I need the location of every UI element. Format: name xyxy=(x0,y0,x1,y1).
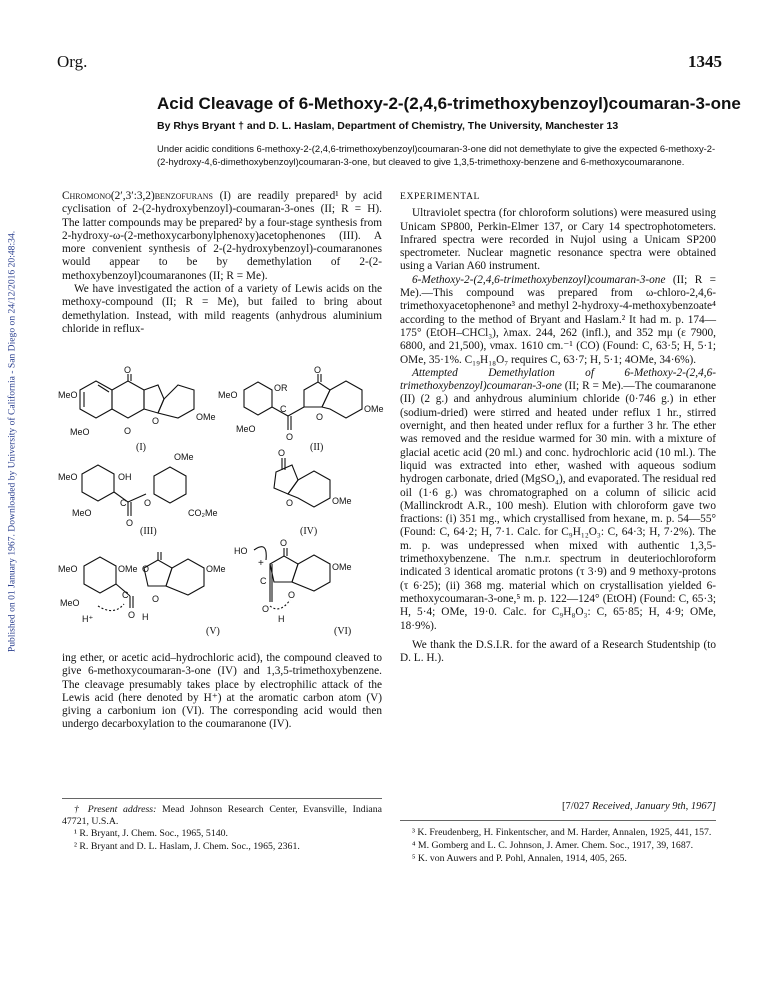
synthesis-paragraph: (II; R = Me).—This compound was prepared from ω-chloro-2,4,6-trimethoxyacetophenone³ and methyl 2-hydroxy-4-methoxybenzoate⁴ according to the method of Bryant and Haslam.² It had m. p. 174—175° (EtOH–CHCl₃), λmax. 244, 262 (infl.), and 352 mμ (ε 7900, 6800, and 21,500), νmax. 1610 cm.⁻¹ (CO) (Found: C, 63·5; H, 5·1; OMe, 35·1%. C₁₉H₁₈O₇ requires C, 63·7; H, 5·1; 4OMe, 34·6%). xyxy=(400,273,716,366)
footnote-1: R. Bryant, J. Chem. Soc., 1965, 5140. xyxy=(79,828,228,840)
V-meo-1: MeO xyxy=(58,564,78,574)
demethylation-paragraph: (II; R = Me).—The coumaranone (II) (2 g.) and anhydrous aluminium chloride (0·746 g.) in ether (sodium-dried) were stirred and heated under reflux 1 hr., stirred overnight, and then heated under reflux for a further 3 hr. The ether was removed and the residue warmed for 30 min. with a mixture of glacial acetic acid (20 ml.) and conc. hydrochloric acid (10 ml.). The liquid was extracted into ether, washed with aqueous sodium hydrogen carbonate, dried (MgSO₄), and evaporated. The residual red oil (1·6 g.) was chromatographed on a column of silicic acid (Mallinckrodt A.R., 100 mesh). Elution with chloroform gave two fractions: (i) 351 mg., which crystallised from hexane, m. p. 54—55° (Found: C, 64·2; H, 7·1. Calc. for C₉H₁₂O₃: C, 64·3; H, 7·2%). The m. p. was undepressed when mixed with authentic 1,3,5-trimethoxybenzene. The n.m.r. spectrum in deuteriochloroform indicated 3 identical aromatic protons (τ 3·9) and 9 methoxy-protons (τ 6·25); (ii) 368 mg. material which on crystallisation yielded 6-methoxycoumaran-3-one,⁵ m. p. 122—124° (EtOH) (Found: C, 65·3; H, 5·4; OMe, 19·0. Calc. for C₉H₈O₃: C, 65·85; H, 4·9; OMe, 18·9%). xyxy=(400,380,716,632)
article-title: Acid Cleavage of 6-Methoxy-2-(2,4,6-trimethoxybenzoyl)coumaran-3-one xyxy=(157,94,741,113)
V-o-2: O xyxy=(152,594,160,604)
I-label: (I) xyxy=(136,442,146,453)
footnote-1-mark: ¹ xyxy=(74,828,77,840)
footnotes-right xyxy=(400,827,716,867)
I-meo-1: MeO xyxy=(58,390,78,400)
synthesis-subheading: 6-Methoxy-2-(2,4,6-trimethoxybenzoyl)coumaran-3-one xyxy=(412,273,666,286)
I-meo-2: MeO xyxy=(70,427,90,437)
IV-o-2: O xyxy=(286,498,294,508)
structure-diagrams xyxy=(58,365,390,650)
structure-VI xyxy=(234,538,352,637)
V-h: H xyxy=(142,612,149,622)
III-c: C xyxy=(120,498,127,508)
VI-o-1: O xyxy=(280,538,288,548)
footnote-rule-left xyxy=(62,798,382,799)
footnotes-left xyxy=(62,804,382,853)
I-ome: OMe xyxy=(196,412,216,422)
received-line xyxy=(400,801,716,812)
VI-h: H xyxy=(278,614,285,624)
V-ome-1: OMe xyxy=(118,564,138,574)
footnote-3: ³ K. Freudenberg, H. Finkentscher, and M. Harder, Annalen, 1925, 441, 157. xyxy=(412,827,712,838)
footnote-4: ⁴ M. Gomberg and L. C. Johnson, J. Amer. Chem. Soc., 1917, 39, 1687. xyxy=(412,840,694,852)
II-meo-2: MeO xyxy=(236,424,256,434)
V-h-plus: H⁺ xyxy=(82,614,94,624)
V-o-3: O xyxy=(128,610,136,620)
VI-ome: OMe xyxy=(332,562,352,572)
acknowledgement: We thank the D.S.I.R. for the award of a Research Studentship (to D. L. H.). xyxy=(400,638,716,665)
structure-III xyxy=(58,452,218,537)
footnote-address: Mead Johnson Research Center, Evansville, Indiana 47721, U.S.A. xyxy=(62,804,383,828)
II-o-1: O xyxy=(314,365,322,375)
lewis-acid-paragraph: We have investigated the action of a variety of Lewis acids on the methoxy-compound (II; R = Me), but failed to bring about demethylation. Instead, with mild reagents (anhydrous aluminium chloride in reflux- xyxy=(62,283,382,335)
II-label: (II) xyxy=(310,442,324,453)
VI-ho: HO xyxy=(234,546,248,556)
II-o-3: O xyxy=(286,432,294,442)
III-ome: OMe xyxy=(174,452,194,462)
footnote-2-mark: ² xyxy=(74,840,77,852)
IV-label: (IV) xyxy=(300,526,318,537)
II-ome: OMe xyxy=(364,404,384,414)
intro-paragraph: (I) are readily prepared¹ by acid cyclisation of 2-(2-hydroxybenzoyl)-coumaran-3-ones (II; R = H). The latter compounds may be prepared² by a four-stage synthesis from 2-hydroxy-ω-(2-methoxycarbonylphenoxy)acetophenones (III). A more convenient synthesis of 2-(2-hydroxybenzoyl)-coumaranones would appear to be by demethylation of 2-(2-methoxybenzoyl)coumaranones (II; R = Me). xyxy=(62,190,383,282)
I-o-1: O xyxy=(124,365,132,375)
III-o-1: O xyxy=(144,498,152,508)
III-label: (III) xyxy=(140,526,157,537)
VI-plus: + xyxy=(258,558,264,569)
II-o-2: O xyxy=(316,412,324,422)
spectra-paragraph: Ultraviolet spectra (for chloroform solutions) were measured using Unicam SP800, Perkin-Elmer 137, or Cary 14 spectrophotometers. Infrared spectra were recorded in Nujol using a Unicam SP200 spectrometer. Nuclear magnetic resonance spectra were obtained using a Varian A60 instrument. xyxy=(400,207,716,273)
footnote-address-lead: † Present address: xyxy=(74,804,157,815)
left-column-top xyxy=(62,190,382,336)
right-column xyxy=(400,190,716,665)
experimental-heading: EXPERIMENTAL xyxy=(400,191,480,202)
III-o-2: O xyxy=(126,518,134,528)
I-o-3: O xyxy=(124,426,132,436)
journal-section: Org. xyxy=(57,52,88,71)
cleavage-paragraph: ing ether, or acetic acid–hydrochloric acid), the compound cleaved to give 6-methoxycoumaran-3-one (IV) and 1,3,5-trimethoxybenzene. The cleavage presumably takes place by electrophilic attack of the Lewis acid (here denoted by H⁺) at the aromatic carbon atom (V) giving a carbonium ion (VI). The corresponding acid would then undergo decarboxylation to the coumaranone (IV). xyxy=(62,652,382,731)
structure-IV xyxy=(274,448,352,537)
publication-side-note: Published on 01 January 1967. Downloaded by University of California - San Diego on 24/12/2016 20:48:34. xyxy=(6,230,18,653)
II-meo-1: MeO xyxy=(218,390,238,400)
V-meo-2: MeO xyxy=(60,598,80,608)
page-number: 1345 xyxy=(688,52,722,71)
footnote-2: R. Bryant and D. L. Haslam, J. Chem. Soc., 1965, 2361. xyxy=(79,840,300,852)
IV-ome: OMe xyxy=(332,496,352,506)
III-meo-2: MeO xyxy=(72,508,92,518)
VI-c: C xyxy=(260,576,267,586)
IV-o-1: O xyxy=(278,448,286,458)
VI-label: (VI) xyxy=(334,626,352,637)
byline: By Rhys Bryant † and D. L. Haslam, Department of Chemistry, The University, Manchester 13 xyxy=(157,120,619,132)
V-label: (V) xyxy=(206,626,220,637)
V-c: C xyxy=(122,590,129,600)
footnote-rule-right xyxy=(400,820,716,821)
I-o-2: O xyxy=(152,416,160,426)
V-o-1: O xyxy=(142,564,150,574)
III-co2me: CO₂Me xyxy=(188,508,218,518)
left-column-bottom xyxy=(62,652,382,732)
II-c: C xyxy=(280,404,287,414)
structure-I xyxy=(58,365,216,453)
III-meo-1: MeO xyxy=(58,472,78,482)
II-or: OR xyxy=(274,383,288,393)
demethylation-subheading: Attempted Demethylation of 6-Methoxy-2-(2,4,6-trimethoxybenzoyl)coumaran-3-one xyxy=(400,366,716,393)
structure-II xyxy=(218,365,384,453)
compound-class-lead: Chromono(2′,3′:3,2)benzofurans xyxy=(62,190,213,202)
footnote-5: ⁵ K. von Auwers and P. Pohl, Annalen, 1914, 405, 265. xyxy=(412,853,627,865)
abstract: Under acidic conditions 6-methoxy-2-(2,4,6-trimethoxybenzoyl)coumaran-3-one did not demethylate to give the expected 6-methoxy-2-(2-hydroxy-4,6-dimethoxybenzoyl)coumaran-3-one, but cleaved to give 1,3,5-trimethoxy-benzene and 6-methoxycoumaranone. xyxy=(157,143,716,167)
VI-o-2: O xyxy=(262,604,270,614)
structure-V xyxy=(58,552,226,637)
III-oh: OH xyxy=(118,472,132,482)
manuscript-ref: [7/027 xyxy=(562,801,590,812)
VI-o-3: O xyxy=(288,590,296,600)
received-date: Received, January 9th, 1967] xyxy=(592,801,716,812)
V-ome-2: OMe xyxy=(206,564,226,574)
